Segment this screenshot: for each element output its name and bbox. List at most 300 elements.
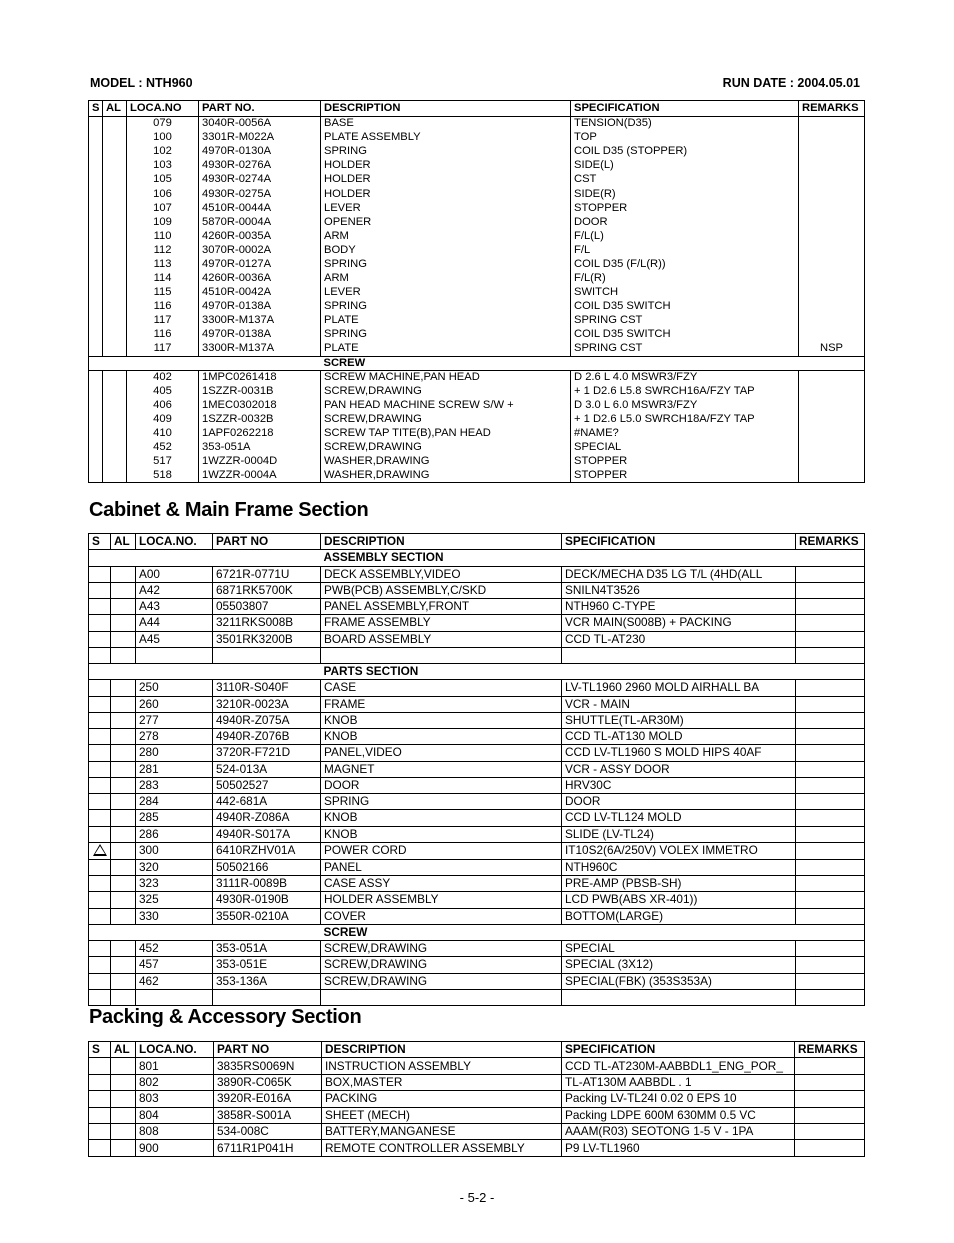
cell-loca-no: A44 [136,615,213,631]
cell-remarks [795,1123,865,1139]
cell-specification: VCR MAIN(S008B) + PACKING [562,615,796,631]
cell-specification: VCR - ASSY DOOR [562,761,796,777]
cell-description: DECK ASSEMBLY,VIDEO [321,566,562,582]
subsection-spacer [571,356,865,370]
cell-specification: TENSION(D35) [571,117,799,131]
cell-description: SCREW MACHINE,PAN HEAD [321,370,571,384]
cell-s [89,412,103,426]
cell-description: SPRING [321,257,571,271]
cell-al [103,398,127,412]
cell-part-no: 5870R-0004A [199,215,321,229]
blank-cell [796,647,865,663]
col-s-header: S [89,534,111,550]
table-row [89,615,865,631]
blank-cell [111,647,136,663]
table-row [89,215,865,229]
cell-specification: LV-TL1960 2960 MOLD AIRHALL BA [562,680,796,696]
cell-al [103,412,127,426]
cell-s [89,455,103,469]
cell-description: PAN HEAD MACHINE SCREW S/W + [321,398,571,412]
cell-loca-no: 801 [136,1058,214,1074]
cell-part-no: 3920R-E016A [214,1091,322,1107]
cell-al [103,187,127,201]
cell-specification: HRV30C [562,777,796,793]
cell-description: KNOB [321,712,562,728]
cell-al [111,1058,136,1074]
cell-s [89,908,111,924]
cell-al [111,859,136,875]
cell-remarks [799,145,865,159]
cell-description: BASE [321,117,571,131]
cell-description: HOLDER [321,159,571,173]
cell-description: PANEL,VIDEO [321,745,562,761]
table-row [89,187,865,201]
blank-cell [136,647,213,663]
cell-loca-no: 406 [127,398,199,412]
cell-part-no: 4930R-0274A [199,173,321,187]
cell-al [103,145,127,159]
cell-remarks [799,159,865,173]
cell-description: KNOB [321,810,562,826]
cell-s [89,328,103,342]
cell-loca-no: A45 [136,631,213,647]
cell-s [89,680,111,696]
cell-s [89,398,103,412]
cell-specification: SNILN4T3526 [562,582,796,598]
cell-specification: DOOR [562,794,796,810]
cell-specification: TL-AT130M AABBDL . 1 [562,1074,795,1090]
subsection-label: PARTS SECTION [321,664,562,680]
cell-remarks [796,729,865,745]
table-row [89,173,865,187]
table-row [89,441,865,455]
cell-specification: COIL D35 SWITCH [571,300,799,314]
cell-s [89,469,103,483]
cell-part-no: 4930R-0190B [213,892,321,908]
cell-al [103,257,127,271]
cell-s [89,615,111,631]
subsection-spacer [89,924,321,940]
cell-specification: + 1 D2.6 L5.0 SWRCH18A/FZY TAP [571,412,799,426]
cell-description: ARM [321,229,571,243]
cell-part-no: 442-681A [213,794,321,810]
cell-description: POWER CORD [321,842,562,859]
cell-al [111,1091,136,1107]
cell-s [89,342,103,356]
cell-description: MAGNET [321,761,562,777]
cell-part-no: 524-013A [213,761,321,777]
table-row [89,631,865,647]
cell-loca-no: 462 [136,973,213,989]
cell-al [111,810,136,826]
table-row [89,941,865,957]
col-remarks-header: REMARKS [799,101,865,117]
col-loca-no-header: LOCA.NO. [136,534,213,550]
cell-loca-no: 320 [136,859,213,875]
cell-remarks [796,876,865,892]
cell-part-no: 1SZZR-0031B [199,384,321,398]
cell-al [103,370,127,384]
cell-specification: COIL D35 SWITCH [571,328,799,342]
cell-description: BATTERY,MANGANESE [322,1123,562,1139]
subsection-row [89,550,865,566]
subsection-spacer [562,924,865,940]
table-row [89,973,865,989]
cell-description: SHEET (MECH) [322,1107,562,1123]
cell-remarks [799,117,865,131]
cell-remarks [799,272,865,286]
cell-loca-no: 452 [136,941,213,957]
col-al-header: AL [111,1042,136,1058]
table-row [89,859,865,875]
table-row [89,876,865,892]
cell-s [89,173,103,187]
cell-s [89,201,103,215]
table-row [89,243,865,257]
cell-al [111,908,136,924]
col-loca-no-header: LOCA.NO. [136,1042,214,1058]
cell-loca-no: A42 [136,582,213,598]
cell-al [111,761,136,777]
cell-s [89,427,103,441]
cell-specification: DECK/MECHA D35 LG T/L (4HD(ALL [562,566,796,582]
cell-loca-no: 286 [136,826,213,842]
cell-specification: SWITCH [571,286,799,300]
cell-s [89,314,103,328]
cell-specification: F/L(R) [571,272,799,286]
cell-description: PLATE [321,314,571,328]
cell-loca-no: 109 [127,215,199,229]
cell-part-no: 4940R-S017A [213,826,321,842]
cell-remarks [796,842,865,859]
cell-specification: SLIDE (LV-TL24) [562,826,796,842]
blank-row [89,989,865,1005]
cell-al [103,455,127,469]
cell-description: OPENER [321,215,571,229]
table-row [89,729,865,745]
cell-specification: D 3.0 L 6.0 MSWR3/FZY [571,398,799,412]
cell-part-no: 3211RKS008B [213,615,321,631]
cell-remarks [795,1140,865,1156]
cell-s [89,257,103,271]
cell-loca-no: 079 [127,117,199,131]
cell-remarks [799,398,865,412]
cell-specification: LCD PWB(ABS XR-401)) [562,892,796,908]
cell-part-no: 4260R-0035A [199,229,321,243]
blank-cell [89,647,111,663]
cell-part-no: 4930R-0275A [199,187,321,201]
cell-loca-no: 106 [127,187,199,201]
table-row [89,286,865,300]
cell-part-no: 1WZZR-0004A [199,469,321,483]
cell-specification: AAAM(R03) SEOTONG 1-5 V - 1PA [562,1123,795,1139]
cell-specification: CCD TL-AT230M-AABBDL1_ENG_POR_ [562,1058,795,1074]
cell-part-no: 3720R-F721D [213,745,321,761]
cell-part-no: 1MEC0302018 [199,398,321,412]
cell-description: COVER [321,908,562,924]
cell-description: SCREW,DRAWING [321,973,562,989]
cell-specification: PRE-AMP (PBSB-SH) [562,876,796,892]
cell-description: BOARD ASSEMBLY [321,631,562,647]
cell-remarks [799,300,865,314]
cell-specification: F/L(L) [571,229,799,243]
cell-al [103,300,127,314]
cell-loca-no: 330 [136,908,213,924]
cell-al [111,712,136,728]
table-row [89,680,865,696]
cell-al [111,696,136,712]
cell-remarks [799,384,865,398]
cell-loca-no: 117 [127,314,199,328]
cell-specification: SPECIAL [562,941,796,957]
cell-s [89,229,103,243]
cell-part-no: 4970R-0127A [199,257,321,271]
cabinet-parts-table [88,533,865,1006]
cell-specification: CST [571,173,799,187]
cell-s [89,286,103,300]
cell-loca-no: 323 [136,876,213,892]
cell-remarks [796,777,865,793]
cell-loca-no: 277 [136,712,213,728]
cell-remarks [796,973,865,989]
cell-specification: VCR - MAIN [562,696,796,712]
cell-al [111,566,136,582]
cell-part-no: 3111R-0089B [213,876,321,892]
cell-description: LEVER [321,201,571,215]
cell-description: FRAME ASSEMBLY [321,615,562,631]
cell-al [111,729,136,745]
cell-description: PLATE ASSEMBLY [321,131,571,145]
cell-description: PANEL [321,859,562,875]
cell-loca-no: 402 [127,370,199,384]
cell-remarks [799,328,865,342]
cell-part-no: 4260R-0036A [199,272,321,286]
cell-loca-no: 325 [136,892,213,908]
cell-loca-no: 284 [136,794,213,810]
subsection-row [89,664,865,680]
cell-remarks [799,370,865,384]
cell-remarks [796,615,865,631]
cell-s [89,117,103,131]
col-al-header: AL [111,534,136,550]
cell-loca-no: 518 [127,469,199,483]
table-row [89,398,865,412]
table-row [89,892,865,908]
table-row [89,412,865,426]
cell-loca-no: 260 [136,696,213,712]
cell-part-no: 50502527 [213,777,321,793]
cell-s [89,1140,111,1156]
cell-s [89,131,103,145]
cell-specification: COIL D35 (F/L(R)) [571,257,799,271]
cell-description: CASE [321,680,562,696]
cell-description: PACKING [322,1091,562,1107]
cell-specification: STOPPER [571,469,799,483]
cell-loca-no: 802 [136,1074,214,1090]
table-row [89,384,865,398]
cell-s [89,582,111,598]
cell-description: CASE ASSY [321,876,562,892]
cell-specification: SIDE(L) [571,159,799,173]
cell-remarks [799,131,865,145]
cell-remarks [799,187,865,201]
cell-description: WASHER,DRAWING [321,455,571,469]
cell-al [103,342,127,356]
cell-part-no: 6410RZHV01A [213,842,321,859]
cell-part-no: 6711R1P041H [214,1140,322,1156]
table-row [89,117,865,131]
cell-description: LEVER [321,286,571,300]
table-row [89,1107,865,1123]
cell-description: HOLDER [321,173,571,187]
cell-s [89,384,103,398]
table-row [89,777,865,793]
cell-description: SPRING [321,300,571,314]
cell-s [89,761,111,777]
cell-s [89,599,111,615]
cell-al [111,1123,136,1139]
cell-specification: BOTTOM(LARGE) [562,908,796,924]
cell-remarks [799,257,865,271]
table-row [89,455,865,469]
cell-part-no: 4970R-0138A [199,328,321,342]
cell-al [111,826,136,842]
cell-remarks [796,631,865,647]
cell-loca-no: 105 [127,173,199,187]
cell-remarks [796,680,865,696]
cell-part-no: 3210R-0023A [213,696,321,712]
cell-loca-no: 278 [136,729,213,745]
cell-specification: SPECIAL [571,441,799,455]
cell-part-no: 4940R-Z086A [213,810,321,826]
cell-loca-no: 114 [127,272,199,286]
cell-remarks [796,566,865,582]
table-row [89,712,865,728]
blank-cell [111,989,136,1005]
page-number: - 5-2 - [459,1190,495,1205]
cell-description: SCREW,DRAWING [321,441,571,455]
cell-description: PLATE [321,342,571,356]
cell-s [89,729,111,745]
cell-specification: STOPPER [571,455,799,469]
cell-remarks [796,908,865,924]
cell-part-no: 3835RS0069N [214,1058,322,1074]
cell-part-no: 353-051E [213,957,321,973]
cell-loca-no: 110 [127,229,199,243]
blank-cell [89,989,111,1005]
cell-al [111,973,136,989]
cell-part-no: 3300R-M137A [199,314,321,328]
warning-triangle-icon [93,844,107,856]
cell-remarks [796,696,865,712]
col-remarks-header: REMARKS [796,534,865,550]
cell-description: SCREW TAP TITE(B),PAN HEAD [321,427,571,441]
cell-remarks [799,469,865,483]
cell-specification: COIL D35 (STOPPER) [571,145,799,159]
cell-remarks [796,826,865,842]
cell-remarks [796,859,865,875]
cell-al [111,892,136,908]
cell-remarks [799,412,865,426]
cell-part-no: 4970R-0138A [199,300,321,314]
subsection-label: ASSEMBLY SECTION [321,550,562,566]
cell-al [103,469,127,483]
cell-description: SPRING [321,328,571,342]
subsection-row [89,356,865,370]
table-row [89,566,865,582]
table-row [89,370,865,384]
cell-loca-no: 517 [127,455,199,469]
cell-part-no: 353-051A [199,441,321,455]
cell-s [89,810,111,826]
cell-specification: #NAME? [571,427,799,441]
col-s-header: S [89,101,103,117]
cell-s [89,1091,111,1107]
cell-specification: IT10S2(6A/250V) VOLEX IMMETRO [562,842,796,859]
table-row [89,1074,865,1090]
run-date-label: RUN DATE : 2004.05.01 [722,76,860,90]
cell-al [111,631,136,647]
table-row [89,272,865,286]
cell-al [111,599,136,615]
cell-part-no: 3501RK3200B [213,631,321,647]
cell-description: PWB(PCB) ASSEMBLY,C/SKD [321,582,562,598]
cell-loca-no: A43 [136,599,213,615]
cell-loca-no: 808 [136,1123,214,1139]
cell-specification: DOOR [571,215,799,229]
cell-s [89,973,111,989]
col-description-header: DESCRIPTION [321,534,562,550]
packing-section-title: Packing & Accessory Section [89,1006,362,1028]
col-specification-header: SPECIFICATION [571,101,799,117]
cell-al [103,286,127,300]
cell-description: INSTRUCTION ASSEMBLY [322,1058,562,1074]
cell-loca-no: 102 [127,145,199,159]
cell-remarks [799,455,865,469]
table-row [89,582,865,598]
blank-cell [321,647,562,663]
table-row [89,1123,865,1139]
cell-remarks [796,810,865,826]
cell-specification: SIDE(R) [571,187,799,201]
cell-s [89,215,103,229]
cell-description: FRAME [321,696,562,712]
cell-part-no: 4940R-Z076B [213,729,321,745]
cell-s [89,243,103,257]
table-row [89,201,865,215]
cell-specification: Packing LV-TL24I 0.02 0 EPS 10 [562,1091,795,1107]
cell-al [111,876,136,892]
cell-description: SCREW,DRAWING [321,384,571,398]
cell-loca-no: 803 [136,1091,214,1107]
cell-remarks [795,1058,865,1074]
cell-s [89,892,111,908]
cell-s [89,145,103,159]
cell-part-no: 4510R-0042A [199,286,321,300]
cell-specification: SPECIAL (3X12) [562,957,796,973]
table-row [89,469,865,483]
cell-al [111,745,136,761]
table-row [89,342,865,356]
cell-s [89,159,103,173]
cell-part-no: 3301R-M022A [199,131,321,145]
cell-s [89,1123,111,1139]
cell-remarks [796,599,865,615]
cell-specification: CCD TL-AT130 MOLD [562,729,796,745]
table-row [89,131,865,145]
cell-al [111,1140,136,1156]
cell-part-no: 50502166 [213,859,321,875]
